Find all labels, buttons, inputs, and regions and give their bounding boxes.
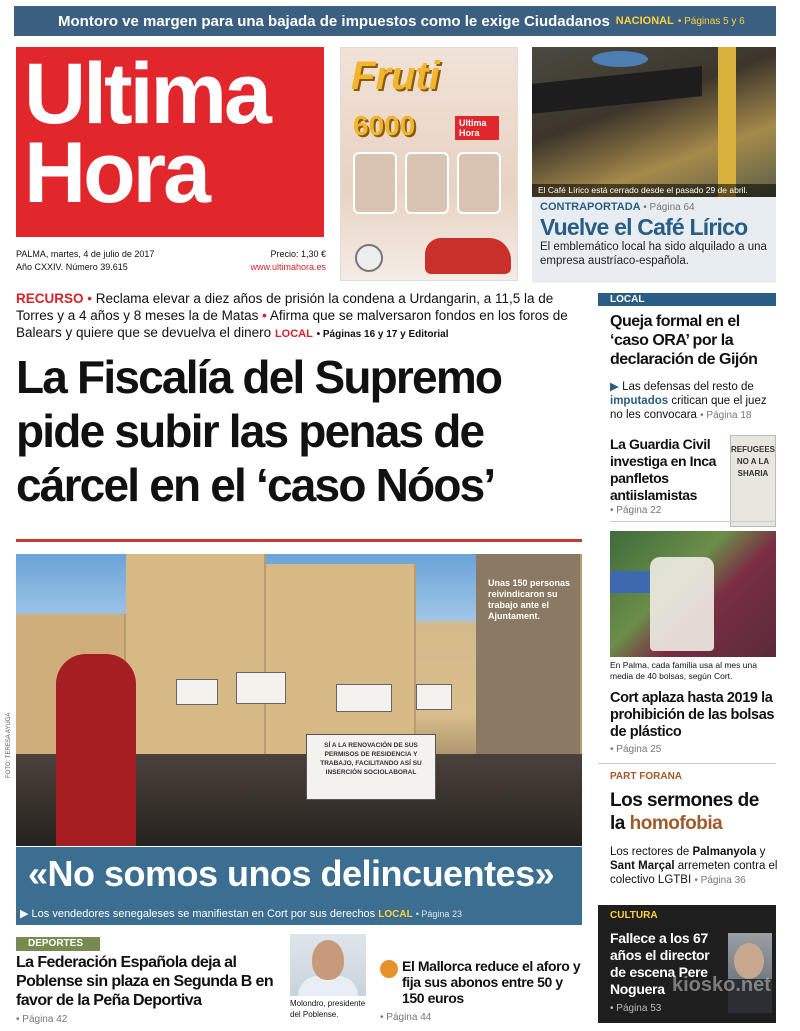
protest-banner: SÍ A LA RENOVACIÓN DE SUS PERMISOS DE RESIDENCIA Y TRABAJO, FACILITANDO ASÍ SU INSERCIÓN SOCIOLABORAL (306, 734, 436, 800)
queja-headline[interactable]: Queja formal en el ‘caso ORA’ por la declaración de Gijón (610, 313, 758, 368)
quote-subtext: Los vendedores senegaleses se manifiestan en Cort por sus derechos (31, 908, 376, 920)
mallorca-headline[interactable]: El Mallorca reduce el aforo y fija sus abonos entre 50 y 150 euros (402, 958, 581, 1006)
issue-number: Año CXXIV. Número 39.615 (16, 262, 128, 272)
cafe-story[interactable] (532, 197, 776, 283)
newspaper-logo[interactable] (16, 47, 324, 237)
yellow-column (718, 47, 736, 197)
logo-line-2: Hora (24, 125, 208, 222)
arm (610, 571, 650, 593)
bag-photo-caption: En Palma, cada familia usa al mes una media de 40 bolsas, según Cort. (610, 660, 757, 681)
pf-body-bold-1: Palmanyola (692, 846, 757, 858)
top-banner-text: Montoro ve margen para una bajada de impuestos como le exige Ciudadanos (58, 12, 610, 30)
part-forana-headline[interactable] (610, 789, 778, 835)
top-banner-pages: • Páginas 5 y 6 (677, 15, 745, 27)
fruti-promo[interactable] (340, 47, 518, 281)
scratch-card (353, 152, 397, 214)
pf-body-bold-2: Sant Marçal (610, 860, 675, 872)
lead-section: LOCAL (274, 328, 313, 340)
price: Precio: 1,30 € (270, 249, 326, 259)
guardia-civil-page: • Página 22 (610, 505, 662, 516)
cafe-sign (592, 51, 648, 67)
site-url[interactable]: www.ultimahora.es (250, 262, 326, 272)
queja-body-highlight: imputados (610, 395, 669, 407)
cort-page: • Página 25 (610, 744, 662, 755)
part-forana-body (610, 845, 778, 888)
cort-headline[interactable]: Cort aplaza hasta 2019 la prohibición de las bolsas de plástico (610, 690, 775, 740)
mallorca-crest-icon (380, 960, 398, 978)
pf-body-2: y (759, 846, 766, 858)
deportes-page: • Página 42 (16, 1014, 68, 1025)
cafe-awning (532, 66, 702, 114)
local-label: LOCAL (598, 293, 776, 306)
pf-body-1: Los rectores de (610, 846, 690, 858)
divider (16, 539, 582, 542)
guardia-civil-headline[interactable]: La Guardia Civil investiga en Inca panfletos antiislamistas (610, 436, 717, 503)
cafe-kicker: CONTRAPORTADA (540, 201, 641, 213)
woman-in-red (56, 654, 136, 846)
watermark: kiosko.net (672, 974, 771, 996)
cafe-page: • Página 64 (643, 202, 695, 213)
car-image (425, 238, 511, 274)
cafe-photo-caption: El Café Lírico está cerrado desde el pasado 29 de abril. (532, 184, 776, 197)
place-date: PALMA, martes, 4 de julio de 2017 (16, 249, 155, 259)
lead-deck (16, 290, 582, 343)
deportes-label: DEPORTES (16, 937, 100, 951)
queja-body (610, 380, 778, 423)
molondro-photo[interactable] (290, 934, 366, 996)
top-banner[interactable] (14, 6, 776, 36)
divider (610, 521, 776, 522)
opel-logo-icon (355, 244, 383, 272)
queja-body-1: Las defensas del resto de (622, 381, 754, 393)
part-forana-label: PART FORANA (610, 771, 683, 782)
protest-sign (416, 684, 452, 710)
deportes-headline[interactable]: La Federación Española deja al Poblense sin plaza en Segunda B en favor de la Peña Deportiva (16, 954, 273, 1009)
building (266, 564, 416, 754)
sharia-sign-photo[interactable]: REFUGEES NO A LA SHARIA (730, 435, 776, 527)
scratch-card (457, 152, 501, 214)
cultura-label: CULTURA (610, 910, 658, 921)
building (126, 554, 266, 754)
deportes-photo-caption: Molondro, presidente del Poblense. (290, 999, 366, 1019)
photo-note: Unas 150 personas reivindicaron su trabajo ante el Ajuntament. (488, 578, 571, 621)
plastic-bag-photo[interactable] (610, 531, 776, 657)
play-arrow-icon: ▶ (610, 381, 619, 393)
pf-page: • Página 36 (694, 875, 746, 886)
quote-page: • Página 23 (415, 909, 462, 919)
lead-pages: • Páginas 16 y 17 y Editorial (316, 329, 449, 340)
scratch-card (405, 152, 449, 214)
pf-head-highlight: homofobia (629, 813, 723, 834)
logo-line-1: Ultima (24, 46, 269, 142)
protest-sign (336, 684, 392, 712)
protest-sign (236, 672, 286, 704)
queja-page: • Página 18 (700, 410, 752, 421)
plastic-bag (650, 557, 714, 651)
top-banner-section: NACIONAL (615, 15, 674, 27)
quote-subline (20, 907, 462, 920)
protest-sign (176, 679, 218, 705)
promo-number: 6000 (353, 110, 416, 141)
cafe-photo[interactable] (532, 47, 776, 197)
lead-deck-text-2: Afirma que se malversaron fondos en los foros de Balears y quiere que se devuelva el dinero (16, 308, 568, 340)
bullet-icon: • (87, 291, 93, 306)
quote-headline: «No somos unos delincuentes» (28, 853, 555, 894)
lead-headline[interactable]: La Fiscalía del Supremo pide subir las penas de cárcel en el ‘caso Nóos’ (16, 351, 502, 511)
masthead-info (16, 248, 326, 274)
quote-bar[interactable] (16, 847, 582, 925)
bullet-icon: • (262, 308, 267, 323)
face (312, 940, 344, 980)
photo-credit: FOTO: TERESA AYUGA (6, 712, 12, 778)
queja-body-2: critican que el juez no les convocara (610, 395, 767, 421)
promo-title: Fruti (351, 54, 440, 98)
cultura-headline: Fallece a los 67 años el director de escena Pere Noguera (610, 930, 710, 997)
lead-kicker: RECURSO (16, 291, 84, 306)
pf-body-3: arremeten contra el colectivo LGTBI (610, 860, 778, 886)
cafe-body: El emblemático local ha sido alquilado a una empresa austríaco-española. (540, 241, 767, 267)
quote-section: LOCAL (378, 909, 413, 920)
lead-deck-text: Reclama elevar a diez años de prisión la condena a Urdangarin, a 11,5 la de Torres y a 4 años y 8 meses la de Matas (16, 291, 554, 323)
cultura-page: • Página 53 (610, 1003, 662, 1014)
promo-mini-logo: Ultima Hora (455, 116, 499, 140)
pere-noguera-photo[interactable] (728, 933, 772, 1013)
cafe-headline: Vuelve el Café Lírico (540, 214, 748, 240)
pf-head-1: Los sermones de la (610, 790, 759, 834)
mallorca-page: • Página 44 (380, 1012, 432, 1023)
divider (598, 763, 776, 764)
play-arrow-icon: ▶ (20, 908, 29, 920)
